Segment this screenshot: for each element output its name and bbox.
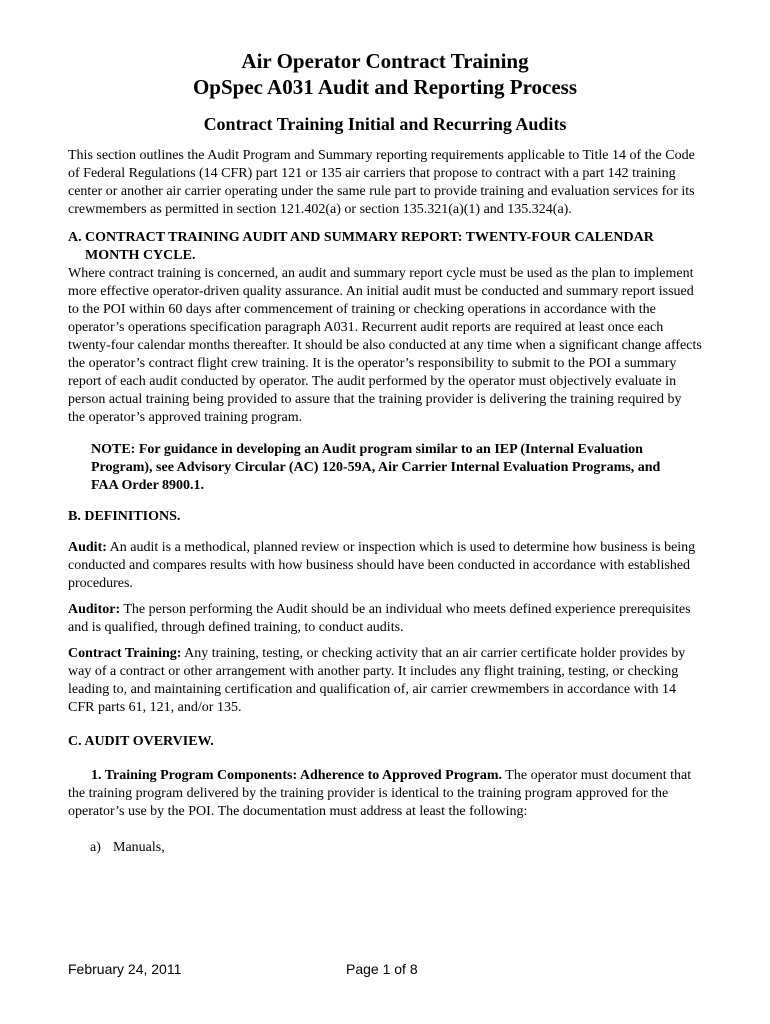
list-item-text: Manuals, xyxy=(113,840,165,855)
components-list xyxy=(68,839,702,857)
section-a-heading xyxy=(68,229,702,265)
definition-text: An audit is a methodical, planned review or inspection which is used to determine how business is being conducted and compares results with how business should have been conducted in accordance with established procedures. xyxy=(68,540,696,591)
section-a-note: NOTE: For guidance in developing an Audit program similar to an IEP (Internal Evaluation Program), see Advisory Circular (AC) 120-59A, Air Carrier Internal Evaluation Programs, and FAA Order 8900.1. xyxy=(91,442,661,493)
item-1-heading: 1. Training Program Components: Adherence to Approved Program. xyxy=(91,768,503,783)
document-subtitle: Contract Training Initial and Recurring Audits xyxy=(203,114,567,134)
section-b-heading: B. DEFINITIONS. xyxy=(68,509,181,524)
title-line-2: OpSpec A031 Audit and Reporting Process xyxy=(192,75,578,99)
section-a-body: Where contract training is concerned, an audit and summary report cycle must be used as the plan to implement more effective operator-driven quality assurance. An initial audit must be conducted and summary report issued to the POI within 60 days after commencement of training or checking operations in accordance with the operator’s operations specification paragraph A031. Recurrent audit reports are required at least once each twenty-four calendar months thereafter. It should be also conducted at any time when a significant change affects the operator’s contract flight crew training. It is the operator’s responsibility to submit to the POI a summary report of each audit conducted by operator. The audit performed by the operator must objectively evaluate in person actual training being provided to assure that the training provider is delivering the training required by the operator’s approved training program. xyxy=(68,266,702,425)
document-title xyxy=(68,48,702,100)
definition-text: Any training, testing, or checking activity that an air carrier certificate holder provides by way of a contract or other arrangement with another party. It includes any flight training, testing, or checking leading to, and maintaining certification and qualification of, air carrier crewmembers in accordance with 14 CFR parts 61, 121, and/or 135. xyxy=(68,646,686,715)
definition-term: Auditor: xyxy=(68,602,121,617)
intro-paragraph: This section outlines the Audit Program and Summary reporting requirements applicable to Title 14 of the Code of Federal Regulations (14 CFR) part 121 or 135 air carriers that propose to contract with a part 142 training center or another air carrier operating under the same rule part to provide training and evaluation services for its crewmembers as permitted in section 121.402(a) or section 135.321(a)(1) and 135.324(a). xyxy=(68,148,695,217)
definition-contract-training xyxy=(68,645,702,717)
list-item xyxy=(90,839,702,857)
footer-date: February 24, 2011 xyxy=(68,961,182,977)
title-line-1: Air Operator Contract Training xyxy=(241,49,529,73)
document-page xyxy=(68,48,702,857)
footer-page-number: Page 1 of 8 xyxy=(346,961,418,977)
section-a-title: CONTRACT TRAINING AUDIT AND SUMMARY REPORT: TWENTY-FOUR CALENDAR MONTH CYCLE. xyxy=(85,230,654,263)
list-marker: a) xyxy=(90,840,101,855)
definition-term: Contract Training: xyxy=(68,646,182,661)
section-a-label: A. xyxy=(68,230,82,245)
section-c-item-1 xyxy=(68,767,702,821)
definition-auditor xyxy=(68,601,702,637)
definition-term: Audit: xyxy=(68,540,107,555)
item-1-text: The operator must document that the training program delivered by the training provider is identical to the training program approved for the operator’s use by the POI. The documentation must address at least the following: xyxy=(68,768,692,819)
definition-text: The person performing the Audit should be an individual who meets defined experience prerequisites and is qualified, through defined training, to conduct audits. xyxy=(68,602,691,635)
definition-audit xyxy=(68,539,702,593)
section-c-heading: C. AUDIT OVERVIEW. xyxy=(68,734,214,749)
